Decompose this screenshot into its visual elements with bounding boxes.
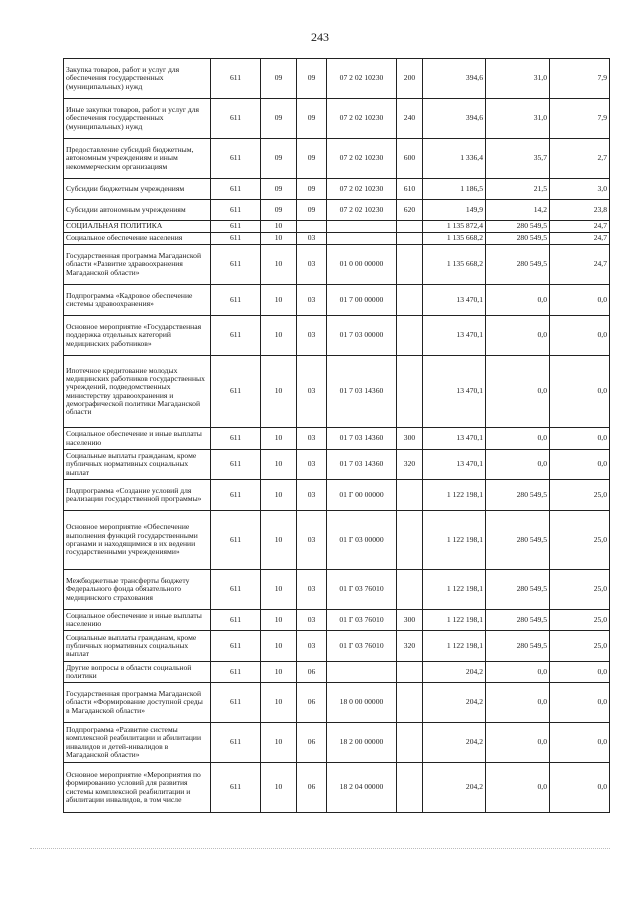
cell-csr: 01 Г 03 76010 <box>327 610 397 631</box>
cell-gr: 611 <box>211 662 261 683</box>
cell-percent: 23,8 <box>550 200 610 221</box>
cell-vr <box>397 285 423 316</box>
cell-percent: 0,0 <box>550 662 610 683</box>
cell-rz: 09 <box>261 99 297 139</box>
table-row <box>64 511 610 570</box>
cell-percent: 0,0 <box>550 356 610 428</box>
cell-rz: 09 <box>261 179 297 200</box>
cell-pr: 03 <box>297 450 327 480</box>
cell-plan: 13 470,1 <box>423 450 486 480</box>
cell-vr <box>397 316 423 356</box>
cell-gr: 611 <box>211 570 261 610</box>
table-row <box>64 245 610 285</box>
cell-fact: 280 549,5 <box>486 245 550 285</box>
cell-plan: 1 122 198,1 <box>423 511 486 570</box>
cell-name: Основное мероприятие «Государственная поддержка отдельных категорий медицинских работников» <box>64 316 211 356</box>
cell-fact: 0,0 <box>486 356 550 428</box>
cell-csr: 07 2 02 10230 <box>327 179 397 200</box>
cell-name: Основное мероприятие «Мероприятия по формированию условий для развития системы комплексной реабилитации и абилитации инвалидов, в том числе <box>64 763 211 813</box>
cell-fact: 0,0 <box>486 450 550 480</box>
cell-fact: 280 549,5 <box>486 233 550 245</box>
cell-name: Субсидии автономным учреждениям <box>64 200 211 221</box>
cell-name: Ипотечное кредитование молодых медицинских работников государственных учреждений, подведомственных министерству здравоохранения и демографической политики Магаданской области <box>64 356 211 428</box>
cell-rz: 10 <box>261 245 297 285</box>
scan-artifact-line <box>30 848 610 850</box>
table-body <box>64 59 610 813</box>
cell-percent: 25,0 <box>550 480 610 511</box>
cell-gr: 611 <box>211 285 261 316</box>
cell-plan: 204,2 <box>423 763 486 813</box>
table-row <box>64 631 610 662</box>
cell-rz: 10 <box>261 316 297 356</box>
cell-csr: 01 7 03 14360 <box>327 356 397 428</box>
cell-pr: 03 <box>297 631 327 662</box>
cell-rz: 10 <box>261 610 297 631</box>
cell-vr: 320 <box>397 631 423 662</box>
cell-vr <box>397 570 423 610</box>
cell-plan: 1 122 198,1 <box>423 610 486 631</box>
cell-name: Иные закупки товаров, работ и услуг для обеспечения государственных (муниципальных) нужд <box>64 99 211 139</box>
cell-gr: 611 <box>211 428 261 450</box>
table-row <box>64 179 610 200</box>
cell-vr <box>397 662 423 683</box>
cell-name: Социальные выплаты гражданам, кроме публичных нормативных социальных выплат <box>64 631 211 662</box>
cell-plan: 1 122 198,1 <box>423 570 486 610</box>
cell-rz: 10 <box>261 233 297 245</box>
table-row <box>64 200 610 221</box>
cell-csr: 01 7 03 00000 <box>327 316 397 356</box>
budget-table <box>63 58 610 813</box>
cell-gr: 611 <box>211 221 261 233</box>
cell-percent: 0,0 <box>550 285 610 316</box>
cell-csr: 01 7 03 14360 <box>327 450 397 480</box>
cell-csr: 18 2 00 00000 <box>327 723 397 763</box>
cell-plan: 149,9 <box>423 200 486 221</box>
cell-gr: 611 <box>211 316 261 356</box>
cell-plan: 1 122 198,1 <box>423 480 486 511</box>
cell-name: Подпрограмма «Создание условий для реализации государственной программы» <box>64 480 211 511</box>
cell-fact: 0,0 <box>486 428 550 450</box>
cell-vr: 240 <box>397 99 423 139</box>
cell-rz: 10 <box>261 723 297 763</box>
cell-vr: 620 <box>397 200 423 221</box>
table-row <box>64 480 610 511</box>
table-row <box>64 723 610 763</box>
cell-plan: 1 336,4 <box>423 139 486 179</box>
table-row <box>64 139 610 179</box>
cell-gr: 611 <box>211 233 261 245</box>
cell-fact: 0,0 <box>486 662 550 683</box>
cell-csr: 07 2 02 10230 <box>327 99 397 139</box>
cell-gr: 611 <box>211 59 261 99</box>
cell-fact: 280 549,5 <box>486 610 550 631</box>
cell-plan: 1 135 872,4 <box>423 221 486 233</box>
cell-name: Подпрограмма «Развитие системы комплексной реабилитации и абилитации инвалидов и детей-инвалидов в Магаданской области» <box>64 723 211 763</box>
cell-rz: 10 <box>261 570 297 610</box>
table-row <box>64 99 610 139</box>
cell-gr: 611 <box>211 763 261 813</box>
cell-percent: 24,7 <box>550 245 610 285</box>
cell-plan: 1 186,5 <box>423 179 486 200</box>
cell-rz: 10 <box>261 285 297 316</box>
table-row <box>64 570 610 610</box>
cell-csr <box>327 221 397 233</box>
cell-plan: 1 135 668,2 <box>423 245 486 285</box>
cell-pr: 09 <box>297 179 327 200</box>
cell-gr: 611 <box>211 200 261 221</box>
cell-percent: 7,9 <box>550 99 610 139</box>
cell-pr: 03 <box>297 511 327 570</box>
cell-name: Социальные выплаты гражданам, кроме публичных нормативных социальных выплат <box>64 450 211 480</box>
cell-name: Государственная программа Магаданской области «Формирование доступной среды в Магаданской области» <box>64 683 211 723</box>
cell-percent: 0,0 <box>550 763 610 813</box>
cell-vr <box>397 763 423 813</box>
cell-pr: 06 <box>297 763 327 813</box>
cell-rz: 10 <box>261 763 297 813</box>
cell-percent: 0,0 <box>550 428 610 450</box>
cell-name: Межбюджетные трансферты бюджету Федерального фонда обязательного медицинского страхования <box>64 570 211 610</box>
cell-gr: 611 <box>211 245 261 285</box>
cell-vr <box>397 723 423 763</box>
cell-csr: 01 Г 03 76010 <box>327 631 397 662</box>
cell-gr: 611 <box>211 179 261 200</box>
cell-fact: 0,0 <box>486 683 550 723</box>
cell-percent: 0,0 <box>550 723 610 763</box>
cell-pr: 09 <box>297 99 327 139</box>
table-row <box>64 450 610 480</box>
cell-fact: 0,0 <box>486 316 550 356</box>
cell-gr: 611 <box>211 450 261 480</box>
cell-pr: 06 <box>297 683 327 723</box>
cell-percent: 25,0 <box>550 570 610 610</box>
cell-csr: 07 2 02 10230 <box>327 200 397 221</box>
cell-vr: 300 <box>397 610 423 631</box>
cell-name: Социальное обеспечение и иные выплаты населению <box>64 610 211 631</box>
cell-csr: 18 2 04 00000 <box>327 763 397 813</box>
cell-gr: 611 <box>211 356 261 428</box>
cell-fact: 0,0 <box>486 285 550 316</box>
cell-fact: 280 549,5 <box>486 631 550 662</box>
cell-gr: 611 <box>211 631 261 662</box>
cell-rz: 09 <box>261 139 297 179</box>
cell-csr <box>327 662 397 683</box>
cell-name: Основное мероприятие «Обеспечение выполнения функций государственными органами и находящимися в их ведении государственными учреждениями» <box>64 511 211 570</box>
cell-rz: 10 <box>261 221 297 233</box>
cell-plan: 394,6 <box>423 99 486 139</box>
cell-rz: 10 <box>261 683 297 723</box>
cell-vr <box>397 511 423 570</box>
table-row <box>64 233 610 245</box>
cell-percent: 0,0 <box>550 450 610 480</box>
cell-plan: 13 470,1 <box>423 316 486 356</box>
cell-rz: 09 <box>261 200 297 221</box>
cell-csr: 07 2 02 10230 <box>327 139 397 179</box>
cell-fact: 280 549,5 <box>486 570 550 610</box>
cell-vr <box>397 683 423 723</box>
cell-gr: 611 <box>211 480 261 511</box>
cell-pr: 03 <box>297 480 327 511</box>
cell-plan: 13 470,1 <box>423 356 486 428</box>
cell-vr: 610 <box>397 179 423 200</box>
cell-fact: 35,7 <box>486 139 550 179</box>
cell-fact: 21,5 <box>486 179 550 200</box>
cell-pr: 09 <box>297 139 327 179</box>
table-row <box>64 610 610 631</box>
cell-percent: 7,9 <box>550 59 610 99</box>
cell-vr: 200 <box>397 59 423 99</box>
page-number: 243 <box>311 30 329 44</box>
cell-pr: 03 <box>297 245 327 285</box>
cell-csr: 01 Г 03 00000 <box>327 511 397 570</box>
cell-pr: 06 <box>297 723 327 763</box>
table-row <box>64 683 610 723</box>
cell-name: Подпрограмма «Кадровое обеспечение системы здравоохранения» <box>64 285 211 316</box>
cell-csr: 01 0 00 00000 <box>327 245 397 285</box>
cell-vr: 300 <box>397 428 423 450</box>
cell-percent: 3,0 <box>550 179 610 200</box>
cell-percent: 25,0 <box>550 631 610 662</box>
cell-gr: 611 <box>211 99 261 139</box>
cell-pr <box>297 221 327 233</box>
cell-rz: 10 <box>261 356 297 428</box>
cell-csr: 01 Г 00 00000 <box>327 480 397 511</box>
cell-percent: 24,7 <box>550 221 610 233</box>
cell-plan: 204,2 <box>423 723 486 763</box>
cell-gr: 611 <box>211 511 261 570</box>
cell-pr: 09 <box>297 200 327 221</box>
cell-pr: 03 <box>297 285 327 316</box>
cell-vr: 320 <box>397 450 423 480</box>
cell-vr <box>397 245 423 285</box>
cell-csr: 07 2 02 10230 <box>327 59 397 99</box>
cell-pr: 03 <box>297 428 327 450</box>
cell-pr: 03 <box>297 610 327 631</box>
cell-vr <box>397 356 423 428</box>
cell-pr: 09 <box>297 59 327 99</box>
cell-fact: 14,2 <box>486 200 550 221</box>
cell-fact: 0,0 <box>486 723 550 763</box>
table-row <box>64 428 610 450</box>
cell-rz: 09 <box>261 59 297 99</box>
cell-percent: 2,7 <box>550 139 610 179</box>
cell-name: Закупка товаров, работ и услуг для обеспечения государственных (муниципальных) нужд <box>64 59 211 99</box>
cell-plan: 394,6 <box>423 59 486 99</box>
cell-pr: 03 <box>297 233 327 245</box>
cell-name: Социальное обеспечение и иные выплаты населению <box>64 428 211 450</box>
cell-gr: 611 <box>211 683 261 723</box>
cell-csr <box>327 233 397 245</box>
cell-pr: 03 <box>297 316 327 356</box>
table-row <box>64 763 610 813</box>
cell-gr: 611 <box>211 723 261 763</box>
cell-rz: 10 <box>261 428 297 450</box>
cell-pr: 06 <box>297 662 327 683</box>
cell-fact: 280 549,5 <box>486 480 550 511</box>
cell-gr: 611 <box>211 139 261 179</box>
cell-rz: 10 <box>261 662 297 683</box>
cell-vr <box>397 221 423 233</box>
cell-plan: 1 122 198,1 <box>423 631 486 662</box>
cell-fact: 280 549,5 <box>486 511 550 570</box>
cell-plan: 13 470,1 <box>423 428 486 450</box>
table-row <box>64 316 610 356</box>
cell-fact: 0,0 <box>486 763 550 813</box>
cell-fact: 280 549,5 <box>486 221 550 233</box>
cell-vr <box>397 233 423 245</box>
cell-csr: 01 7 00 00000 <box>327 285 397 316</box>
table-row <box>64 59 610 99</box>
table-row <box>64 221 610 233</box>
table-row <box>64 285 610 316</box>
cell-fact: 31,0 <box>486 99 550 139</box>
cell-percent: 24,7 <box>550 233 610 245</box>
cell-name: Субсидии бюджетным учреждениям <box>64 179 211 200</box>
cell-percent: 0,0 <box>550 683 610 723</box>
cell-name: Другие вопросы в области социальной политики <box>64 662 211 683</box>
cell-gr: 611 <box>211 610 261 631</box>
cell-rz: 10 <box>261 480 297 511</box>
table-row <box>64 356 610 428</box>
cell-percent: 0,0 <box>550 316 610 356</box>
cell-rz: 10 <box>261 511 297 570</box>
cell-vr <box>397 480 423 511</box>
cell-percent: 25,0 <box>550 511 610 570</box>
cell-vr: 600 <box>397 139 423 179</box>
cell-percent: 25,0 <box>550 610 610 631</box>
cell-plan: 13 470,1 <box>423 285 486 316</box>
cell-rz: 10 <box>261 631 297 662</box>
cell-plan: 204,2 <box>423 662 486 683</box>
cell-name: СОЦИАЛЬНАЯ ПОЛИТИКА <box>64 221 211 233</box>
cell-csr: 18 0 00 00000 <box>327 683 397 723</box>
cell-rz: 10 <box>261 450 297 480</box>
cell-pr: 03 <box>297 570 327 610</box>
cell-pr: 03 <box>297 356 327 428</box>
cell-plan: 1 135 668,2 <box>423 233 486 245</box>
cell-csr: 01 7 03 14360 <box>327 428 397 450</box>
cell-name: Государственная программа Магаданской области «Развитие здравоохранения Магаданской области» <box>64 245 211 285</box>
cell-fact: 31,0 <box>486 59 550 99</box>
cell-csr: 01 Г 03 76010 <box>327 570 397 610</box>
cell-name: Предоставление субсидий бюджетным, автономным учреждениям и иным некоммерческим организациям <box>64 139 211 179</box>
table-row <box>64 662 610 683</box>
cell-plan: 204,2 <box>423 683 486 723</box>
cell-name: Социальное обеспечение населения <box>64 233 211 245</box>
